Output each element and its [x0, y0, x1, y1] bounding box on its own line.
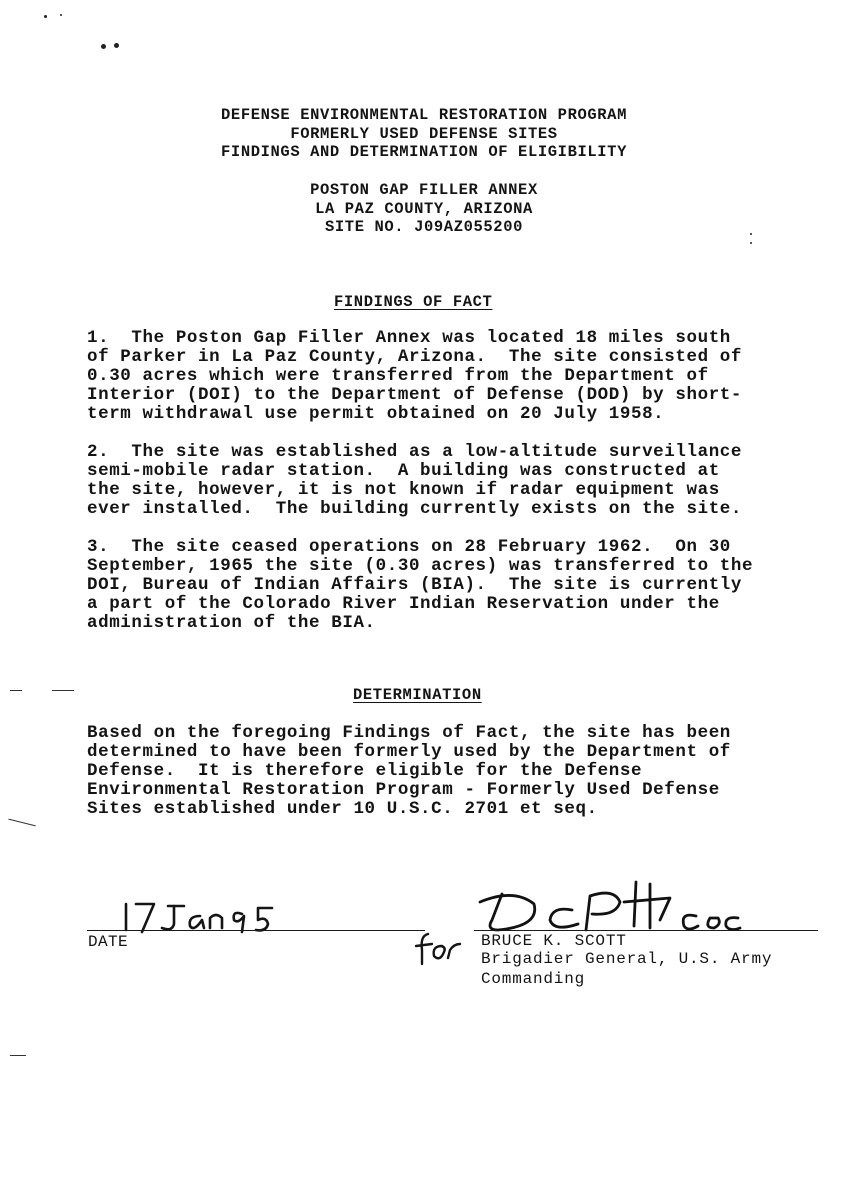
program-title: DEFENSE ENVIRONMENTAL RESTORATION PROGRAM: [221, 106, 627, 124]
site-county: LA PAZ COUNTY, ARIZONA: [315, 200, 533, 218]
scan-speck: [750, 233, 752, 235]
scan-speck: [114, 43, 119, 48]
scan-speck: [750, 242, 752, 244]
for-handwriting: [412, 930, 464, 970]
handwritten-signature: [474, 876, 744, 936]
document-title: FINDINGS AND DETERMINATION OF ELIGIBILITY: [221, 143, 627, 161]
findings-p1-line: term withdrawal use permit obtained on 20 July 1958.: [87, 404, 665, 424]
findings-heading: FINDINGS OF FACT: [334, 293, 493, 311]
findings-p1-line: of Parker in La Paz County, Arizona. The site consisted of: [87, 347, 743, 367]
findings-p1-line: 1. The Poston Gap Filler Annex was located 18 miles south: [87, 328, 731, 348]
program-subtitle: FORMERLY USED DEFENSE SITES: [290, 125, 558, 143]
signer-name: BRUCE K. SCOTT: [481, 932, 627, 950]
site-number: SITE NO. J09AZ055200: [324, 218, 524, 236]
findings-p1-line: 0.30 acres which were transferred from the Department of: [87, 366, 709, 386]
findings-p2-line: 2. The site was established as a low-altitude surveillance: [87, 442, 743, 462]
findings-p3-line: a part of the Colorado River Indian Reservation under the: [87, 594, 720, 614]
findings-p2-line: semi-mobile radar station. A building was constructed at: [87, 461, 720, 481]
findings-p3-line: administration of the BIA.: [87, 613, 376, 633]
findings-p3-line: 3. The site ceased operations on 28 February 1962. On 30: [87, 537, 731, 557]
date-label: DATE: [88, 933, 129, 951]
determination-line: determined to have been formerly used by the Department of: [87, 742, 731, 762]
determination-line: Based on the foregoing Findings of Fact, the site has been: [87, 723, 731, 743]
determination-heading: DETERMINATION: [353, 686, 482, 704]
scan-speck: [101, 44, 106, 49]
date-signature-line: [87, 930, 425, 931]
site-name: POSTON GAP FILLER ANNEX: [310, 181, 538, 199]
findings-p2-line: the site, however, it is not known if radar equipment was: [87, 480, 720, 500]
determination-line: Environmental Restoration Program - Formerly Used Defense: [87, 780, 720, 800]
signer-title: Brigadier General, U.S. Army: [481, 950, 773, 968]
scan-mark: [10, 690, 22, 691]
determination-line: Sites established under 10 U.S.C. 2701 et seq.: [87, 799, 598, 819]
scan-mark: [8, 819, 36, 827]
findings-p1-line: Interior (DOI) to the Department of Defense (DOD) by short-: [87, 385, 743, 405]
scan-speck: [60, 14, 62, 16]
scan-mark: [10, 1055, 26, 1056]
signer-role: Commanding: [481, 970, 586, 988]
scan-speck: [44, 15, 47, 18]
findings-p3-line: September, 1965 the site (0.30 acres) was transferred to the: [87, 556, 754, 576]
signer-signature-line: [474, 930, 818, 931]
findings-p3-line: DOI, Bureau of Indian Affairs (BIA). The site is currently: [87, 575, 743, 595]
determination-line: Defense. It is therefore eligible for the Defense: [87, 761, 643, 781]
findings-p2-line: ever installed. The building currently exists on the site.: [87, 499, 743, 519]
scan-mark: [52, 690, 74, 691]
